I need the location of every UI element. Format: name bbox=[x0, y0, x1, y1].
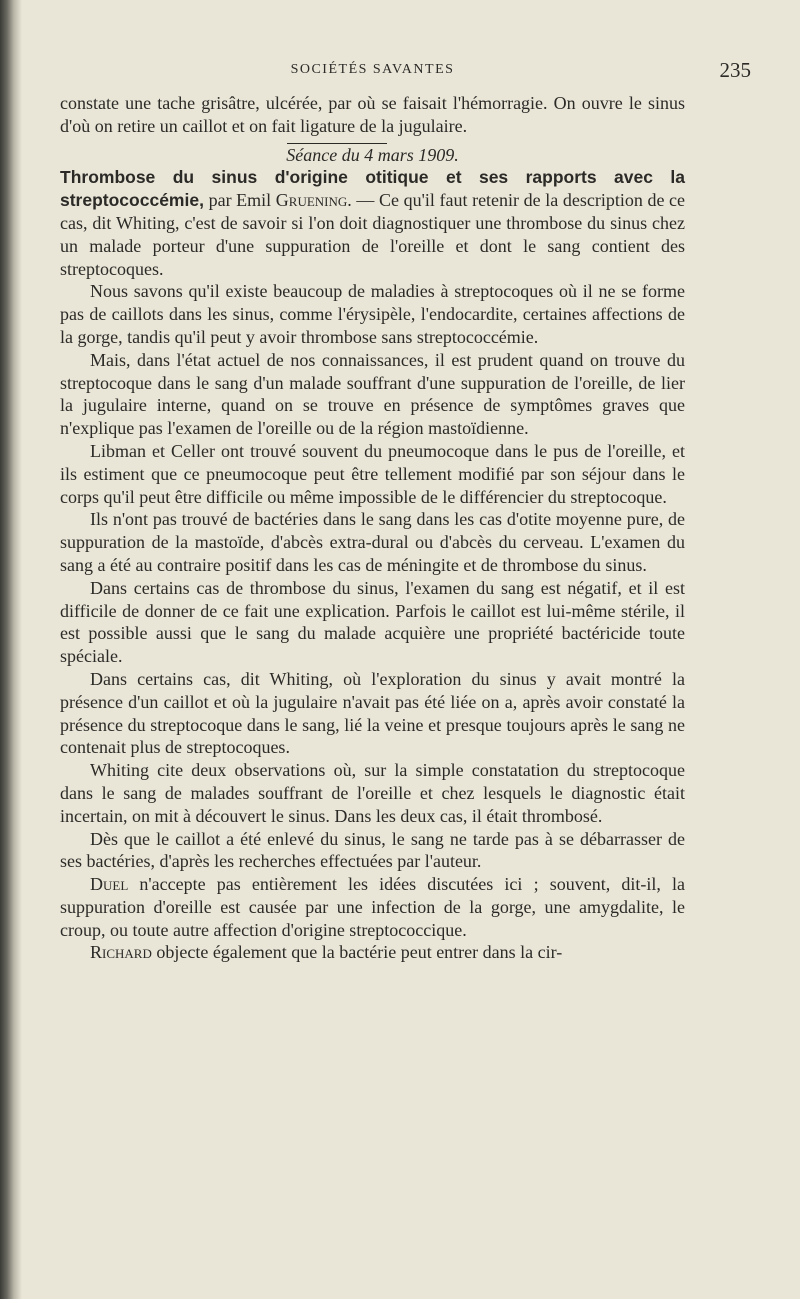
book-page bbox=[60, 58, 751, 964]
speaker-text: n'accepte pas entièrement les idées discutées ici ; souvent, dit-il, la suppuration d'oreille est causée par une infection de la gorge, une amygdalite, le croup, ou toute autre affection d'origine streptococcique. bbox=[60, 874, 685, 940]
carryover-paragraph: constate une tache grisâtre, ulcérée, par où se faisait l'hémorragie. On ouvre le sinus d'où on retire un caillot et on fait ligature de la jugulaire. bbox=[60, 93, 685, 136]
author-name: Gruening bbox=[275, 190, 348, 211]
intro-text: . — Ce qu'il faut retenir de la description de ce cas, dit Whiting, c'est de savoir si l'on doit diagnostiquer une thrombose du sinus chez un malade porteur d'une suppuration de l'oreille et dont le sang contient des streptocoques. bbox=[60, 190, 686, 279]
paragraph: Whiting cite deux observations où, sur la simple constatation du streptocoque dans le sang de malades souffrant de l'oreille et chez lesquels le diagnostic était incertain, on mit à découvert le sinus. Dans les deux cas, il était thrombosé. bbox=[60, 760, 685, 826]
speaker-name: Richard bbox=[90, 942, 152, 963]
running-title: SOCIÉTÉS SAVANTES bbox=[290, 62, 455, 77]
running-head bbox=[60, 58, 751, 92]
richard-paragraph bbox=[60, 941, 685, 964]
body-text bbox=[60, 92, 685, 964]
paragraph: Libman et Celler ont trouvé souvent du pneumocoque dans le pus de l'oreille, et ils estiment que ce pneumocoque peut être tellement modifié par son séjour dans le corps qu'il peut être difficile ou même impossible de le différencier du streptocoque. bbox=[60, 440, 685, 507]
seance-heading: Séance du 4 mars 1909. bbox=[286, 144, 459, 165]
binding-edge bbox=[0, 0, 22, 1299]
page-number: 235 bbox=[719, 58, 751, 82]
article-intro-paragraph bbox=[60, 166, 685, 280]
author-prefix: par Emil bbox=[208, 190, 272, 211]
paragraph: Dans certains cas, dit Whiting, où l'exploration du sinus y avait montré la présence d'un caillot et où la jugulaire n'avait pas été liée on a, après avoir constaté la présence du streptocoque dans le sang, lié la veine et presque toujours après le sang ne contenait plus de streptocoques. bbox=[60, 668, 685, 758]
paragraph: Mais, dans l'état actuel de nos connaissances, il est prudent quand on trouve du streptocoque dans le sang d'un malade souffrant d'une suppuration de l'oreille, de lier la jugulaire interne, quand on se trouve en présence de symptômes graves que n'explique pas l'examen de l'oreille ou de la région mastoïdienne. bbox=[60, 349, 685, 439]
article-title: Thrombose du sinus d'origine otitique et ses rapports avec la streptococcémie, bbox=[60, 167, 685, 211]
paragraph: Nous savons qu'il existe beaucoup de maladies à streptocoques où il ne se forme pas de caillots dans les sinus, comme l'érysipèle, l'endocardite, certaines affections de la gorge, tandis qu'il peut y avoir thrombose sans streptococcémie. bbox=[60, 281, 685, 347]
duel-paragraph bbox=[60, 873, 685, 941]
speaker-name: Duel bbox=[90, 874, 129, 895]
speaker-text: objecte également que la bactérie peut entrer dans la cir- bbox=[151, 942, 563, 963]
paragraph: Ils n'ont pas trouvé de bactéries dans le sang dans les cas d'otite moyenne pure, de suppuration de la mastoïde, d'abcès extra-dural ou d'abcès du cerveau. L'examen du sang a été au contraire positif dans les cas de méningite et de thrombose du sinus. bbox=[60, 509, 685, 575]
paragraph: Dès que le caillot a été enlevé du sinus, le sang ne tarde pas à se débarrasser de ses bactéries, d'après les recherches effectuées par l'auteur. bbox=[60, 828, 685, 872]
paragraph: Dans certains cas de thrombose du sinus, l'examen du sang est négatif, et il est difficile de donner de ce fait une explication. Parfois le caillot est lui-même stérile, il est possible aussi que le sang du malade acquière une propriété bactéricide toute spéciale. bbox=[60, 577, 685, 667]
